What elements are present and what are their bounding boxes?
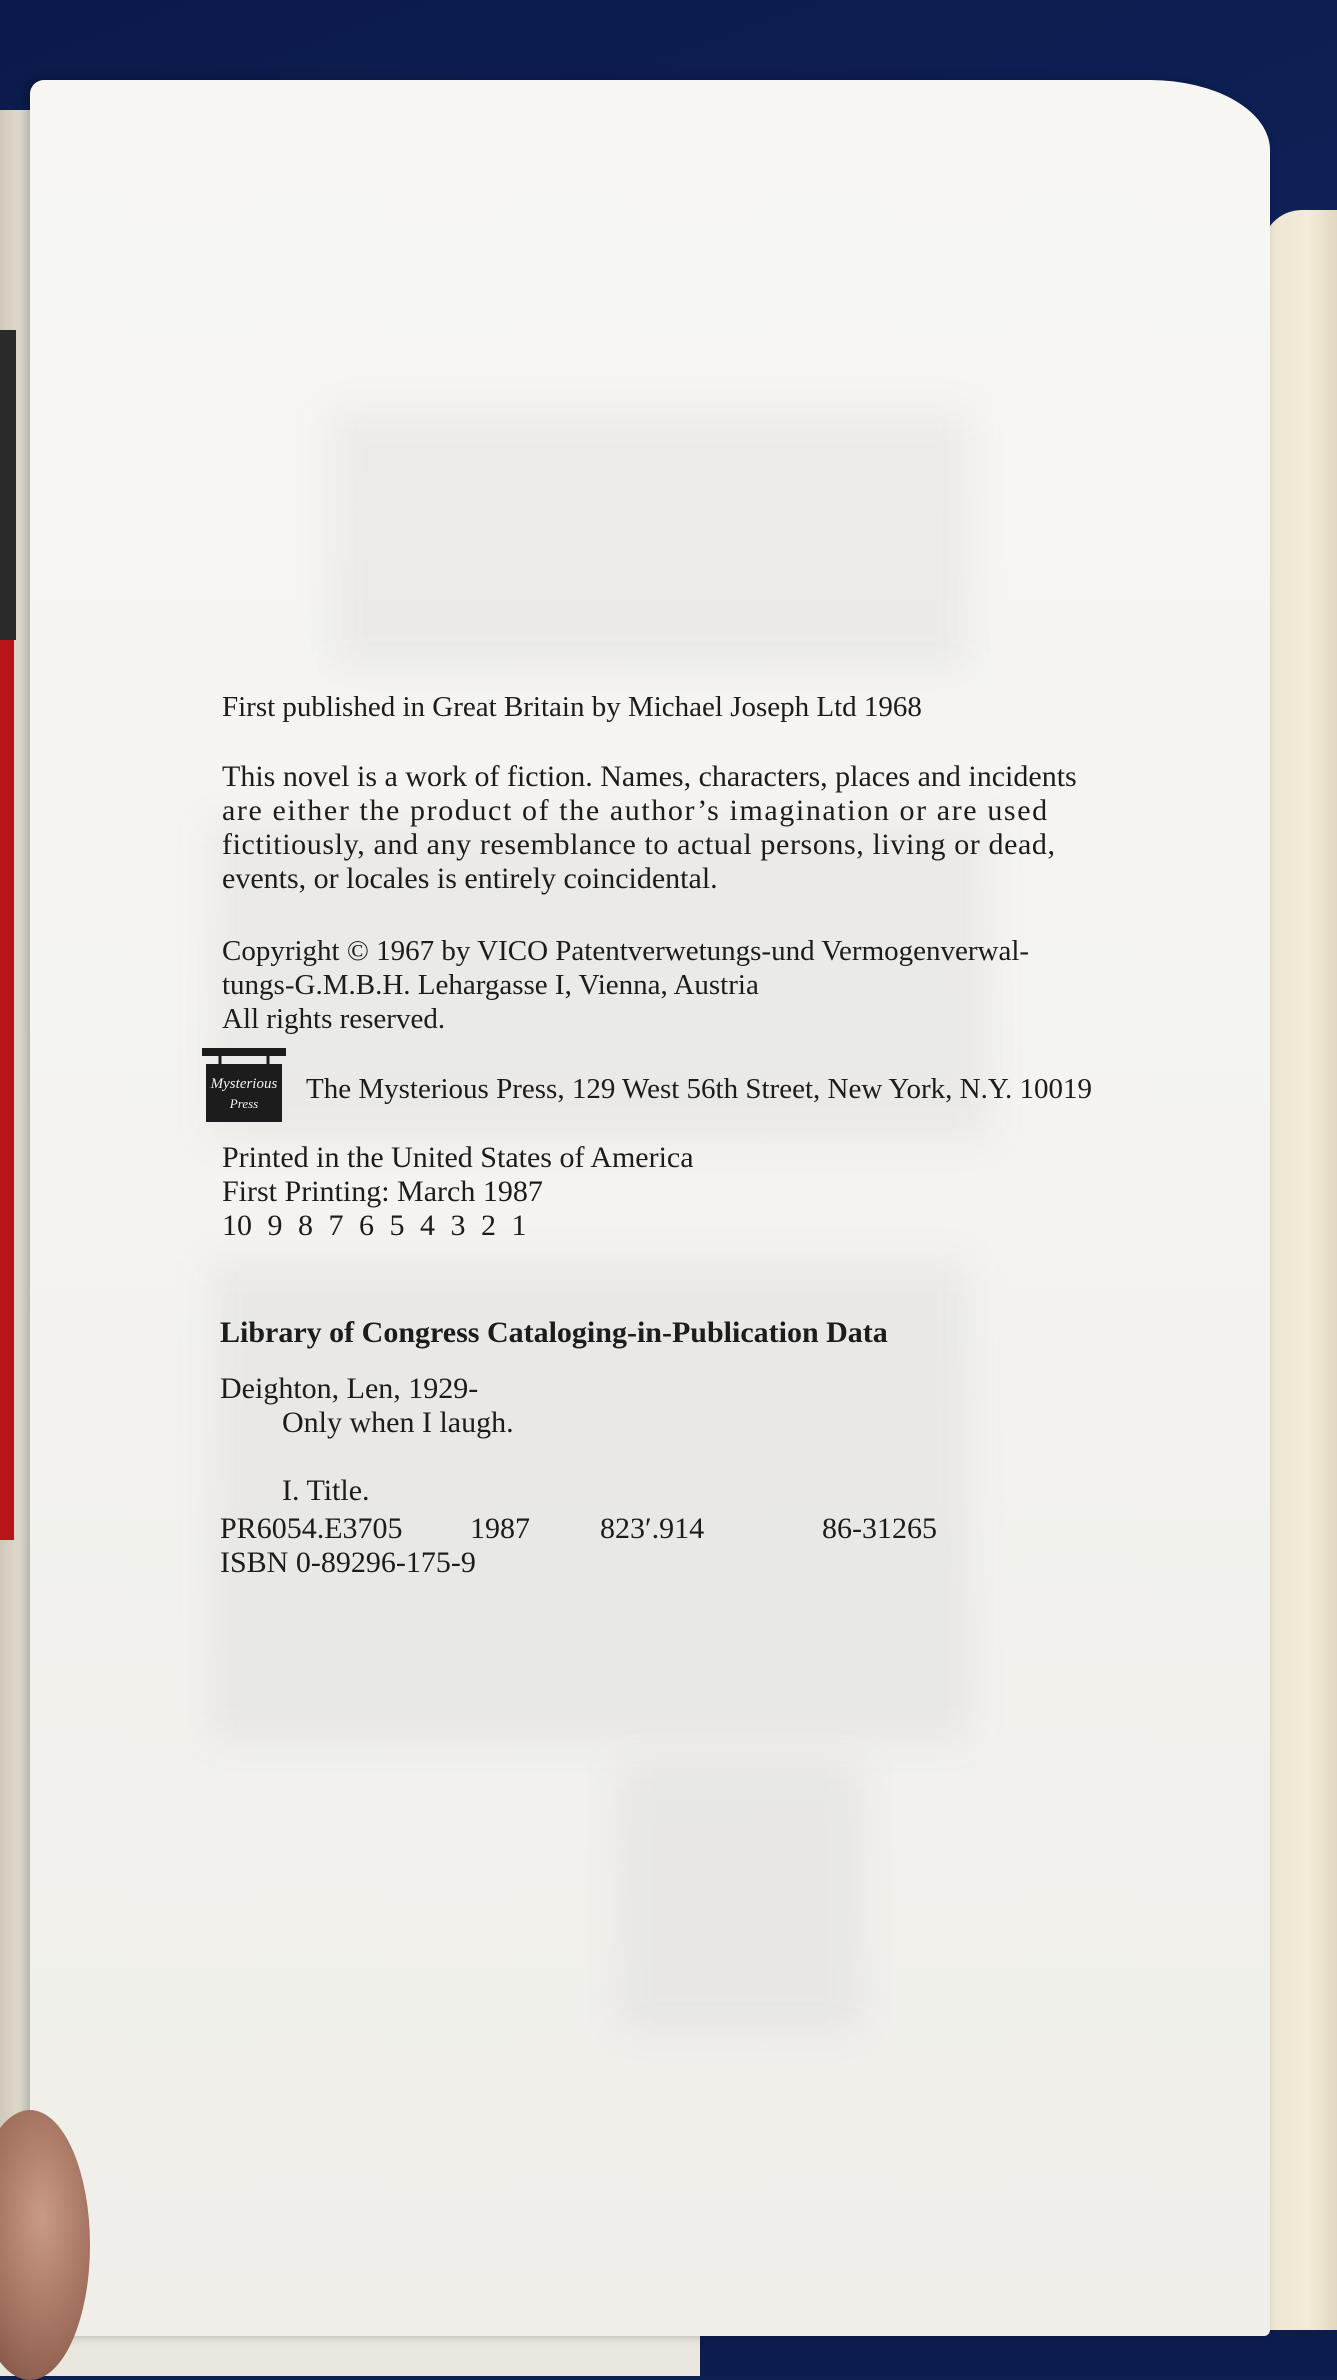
cip-heading: Library of Congress Cataloging-in-Publication Data <box>220 1316 888 1349</box>
printing-line: Printed in the United States of America <box>222 1141 694 1174</box>
printing-line: First Printing: March 1987 <box>222 1175 543 1208</box>
cip-lccn: 86-31265 <box>822 1512 937 1545</box>
mysterious-press-logo <box>202 1046 286 1126</box>
fiction-notice-line: are either the product of the author’s imagination or are used <box>222 794 1049 827</box>
publisher-address: The Mysterious Press, 129 West 56th Street, New York, N.Y. 10019 <box>306 1073 1093 1105</box>
cip-dewey: 823′.914 <box>600 1512 705 1545</box>
printing-number-line: 10 9 8 7 6 5 4 3 2 1 <box>222 1209 527 1242</box>
fiction-notice-line: events, or locales is entirely coincidental. <box>222 862 718 895</box>
show-through-shadow <box>330 410 970 670</box>
cip-author: Deighton, Len, 1929- <box>220 1372 479 1405</box>
copyright-line: tungs-G.M.B.H. Lehargasse I, Vienna, Austria <box>222 969 759 1001</box>
book-spine-red <box>0 640 14 1540</box>
cip-call-number: PR6054.E3705 <box>220 1512 403 1545</box>
copyright-line: All rights reserved. <box>222 1003 446 1035</box>
book-spine-dark <box>0 330 16 640</box>
copyright-line: Copyright © 1967 by VICO Patentverwetungs-und Vermogenverwal- <box>222 935 1030 967</box>
fiction-notice-line: This novel is a work of fiction. Names, characters, places and incidents <box>222 760 1077 793</box>
fiction-notice-line: fictitiously, and any resemblance to actual persons, living or dead, <box>222 828 1056 861</box>
cip-year: 1987 <box>470 1512 530 1545</box>
logo-lettering-mysterious: Mysterious <box>210 1076 278 1092</box>
first-published-line: First published in Great Britain by Michael Joseph Ltd 1968 <box>222 691 922 723</box>
cip-classification-row <box>220 1512 1020 1546</box>
cip-title: Only when I laugh. <box>282 1406 514 1439</box>
cip-subject: I. Title. <box>282 1474 370 1507</box>
book-page <box>30 80 1270 2336</box>
cip-isbn: ISBN 0-89296-175-9 <box>220 1546 476 1579</box>
paper-underneath <box>0 2336 700 2376</box>
show-through-shadow <box>620 1760 860 2030</box>
logo-lettering-press: Press <box>229 1096 259 1111</box>
adjacent-page-edge <box>1262 210 1337 2376</box>
